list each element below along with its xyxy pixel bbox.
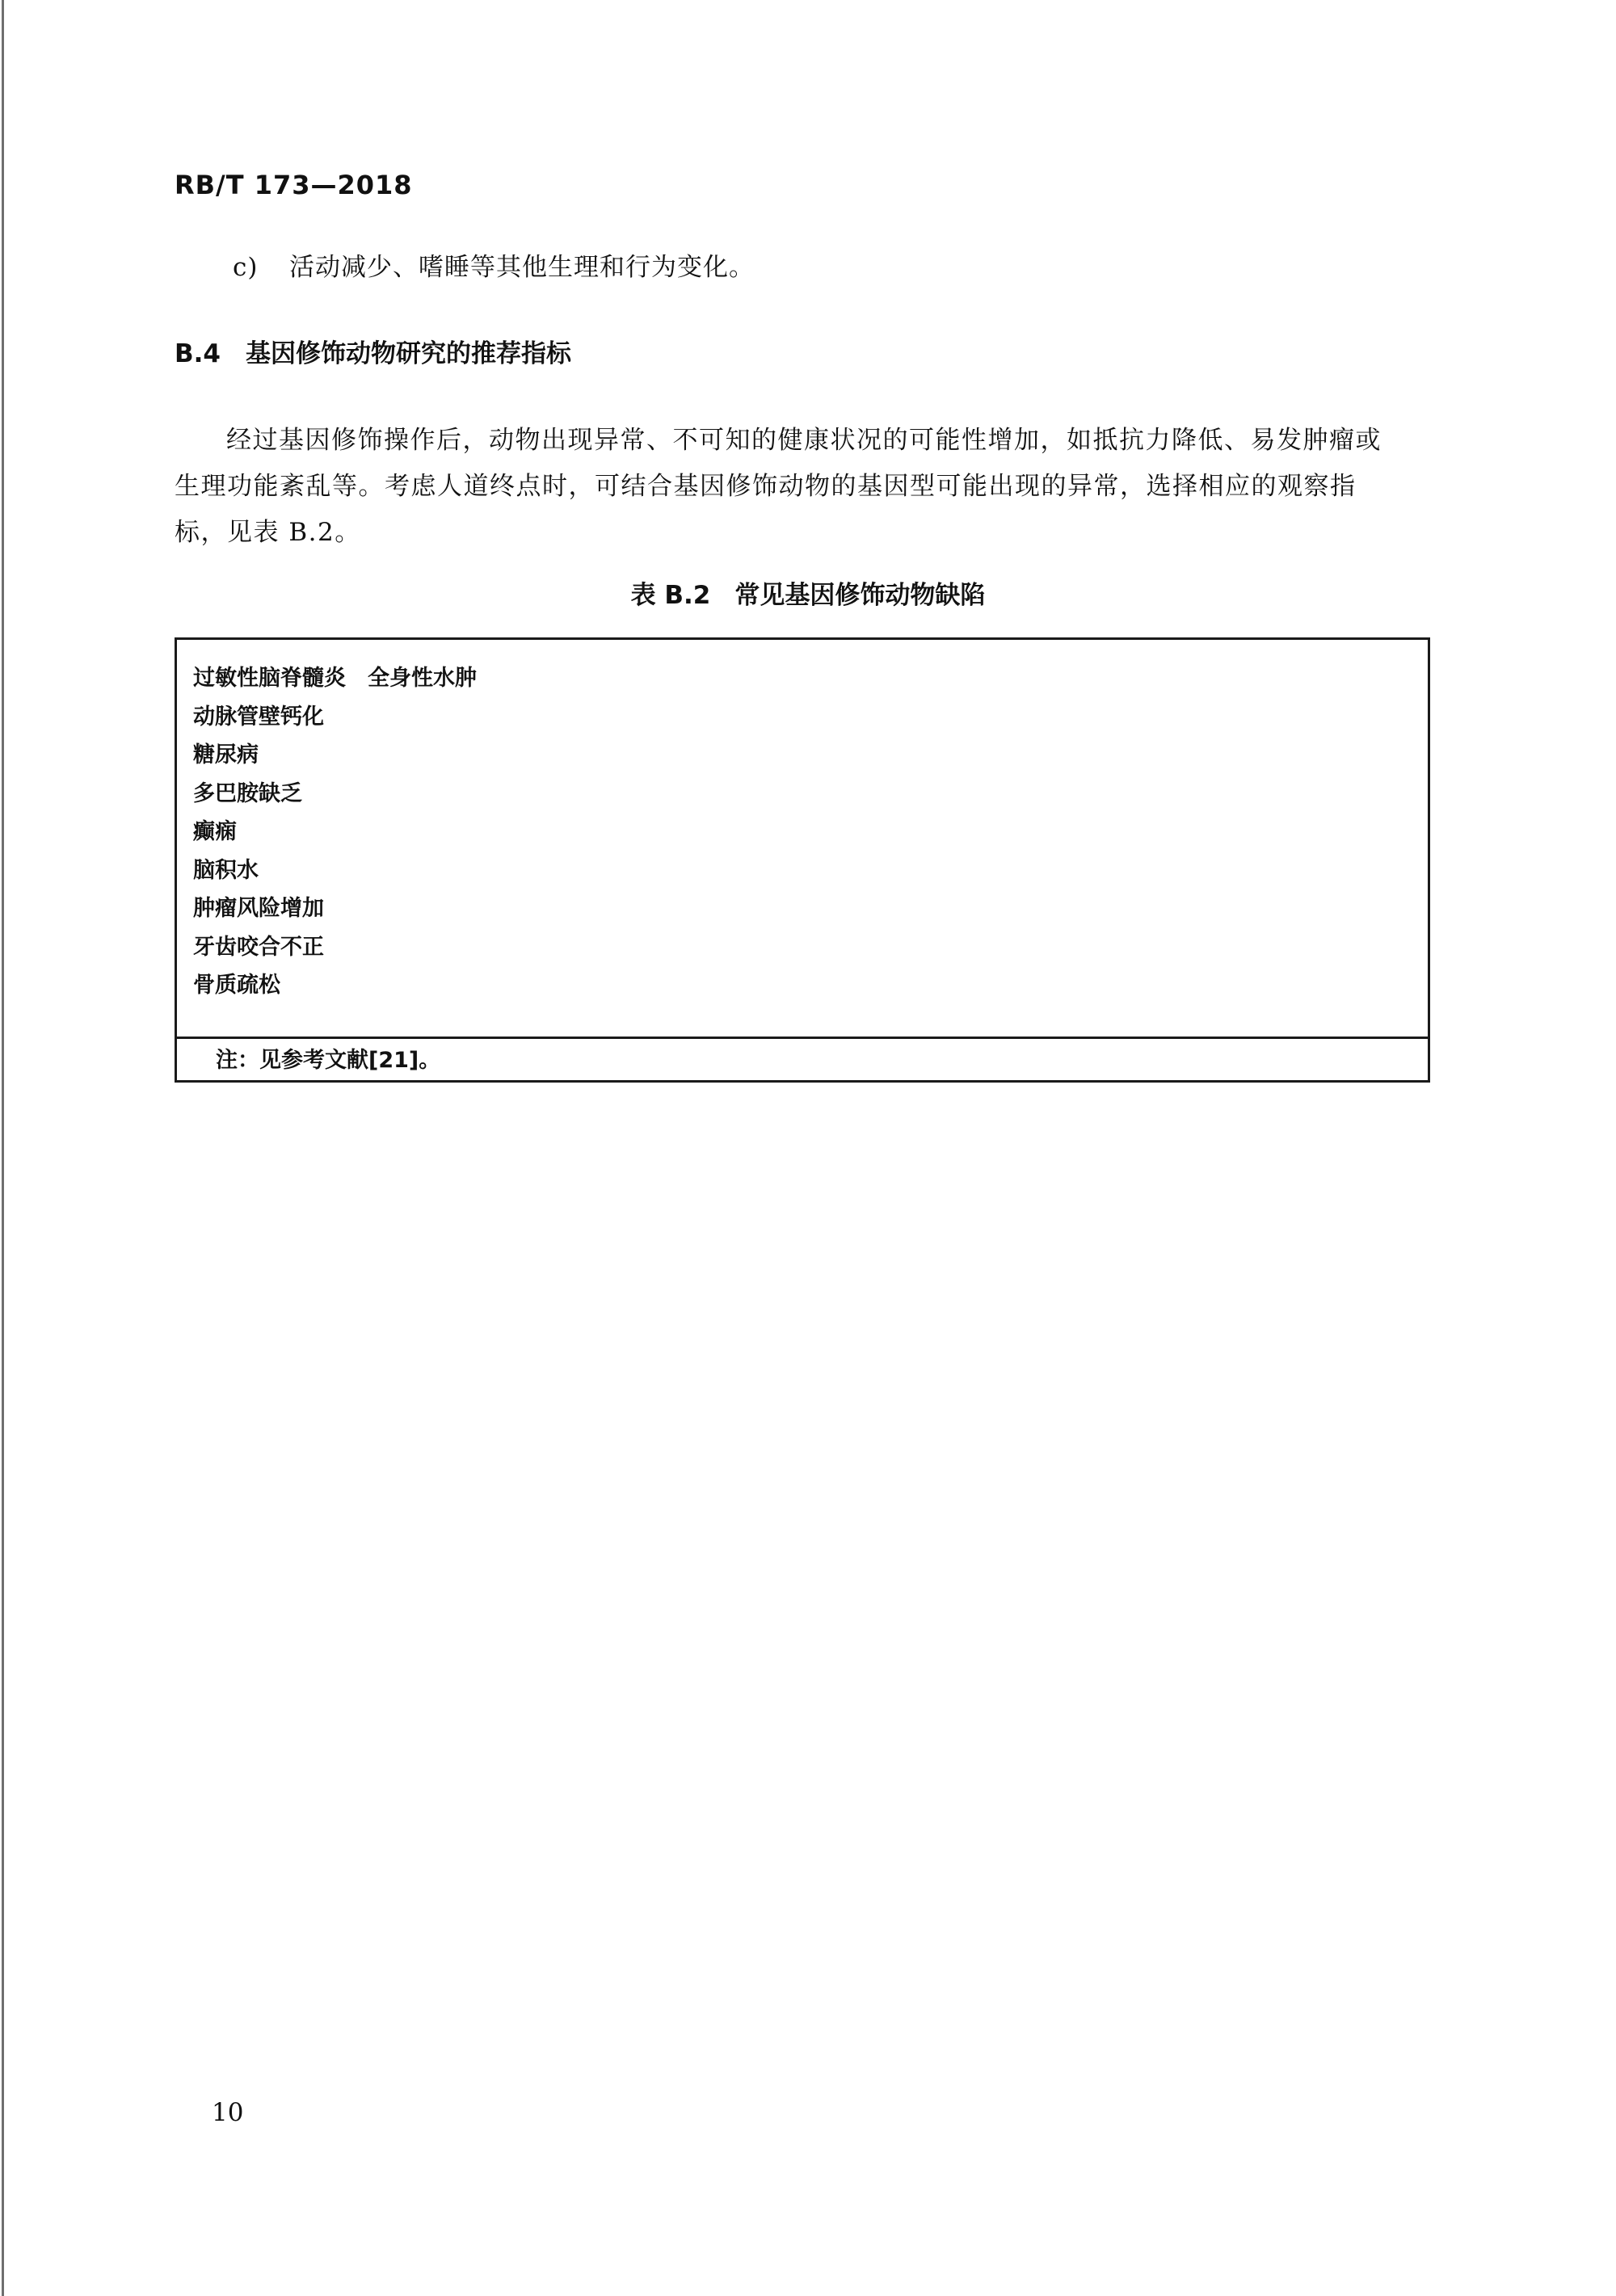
paragraph-line: 生理功能紊乱等。考虑人道终点时，可结合基因修饰动物的基因型可能出现的异常，选择相应的观察指 <box>175 472 1357 501</box>
table-caption <box>0 574 1616 611</box>
paragraph-line: 经过基因修饰操作后，动物出现异常、不可知的健康状况的可能性增加，如抵抗力降低、易发肿瘤或 <box>226 426 1382 455</box>
defect-row: 糖尿病 <box>193 742 259 767</box>
defect-row: 多巴胺缺乏 <box>193 780 302 806</box>
section-number: B.4 <box>175 339 221 368</box>
defect-row: 牙齿咬合不正 <box>193 934 324 960</box>
section-heading <box>175 333 571 369</box>
defect-row: 动脉管壁钙化 <box>193 704 324 730</box>
list-item-text: 活动减少、嗜睡等其他生理和行为变化。 <box>289 253 755 282</box>
paragraph-line: 标，见表 B.2。 <box>175 518 361 547</box>
table-caption-title: 常见基因修饰动物缺陷 <box>734 581 986 610</box>
defect-row: 肿瘤风险增加 <box>193 896 324 921</box>
table-caption-number: 表 B.2 <box>630 581 711 610</box>
standard-code-header: RB/T 173—2018 <box>175 170 413 200</box>
defect-row: 脑积水 <box>193 857 259 883</box>
table-note-divider <box>177 1037 1428 1039</box>
defects-table <box>175 637 1430 1083</box>
body-paragraph <box>175 418 1432 556</box>
defects-list <box>193 659 477 1005</box>
defect-row: 癫痫 <box>193 819 237 844</box>
list-item-c <box>233 246 755 283</box>
section-title: 基因修饰动物研究的推荐指标 <box>246 339 571 368</box>
defect-row: 过敏性脑脊髓炎 全身性水肿 <box>193 666 477 691</box>
list-item-marker: c) <box>233 253 259 282</box>
page-number: 10 <box>212 2098 244 2127</box>
table-note: 注：见参考文献[21]。 <box>216 1048 441 1073</box>
defect-row: 骨质疏松 <box>193 973 280 998</box>
scan-binding-edge <box>2 0 4 2296</box>
